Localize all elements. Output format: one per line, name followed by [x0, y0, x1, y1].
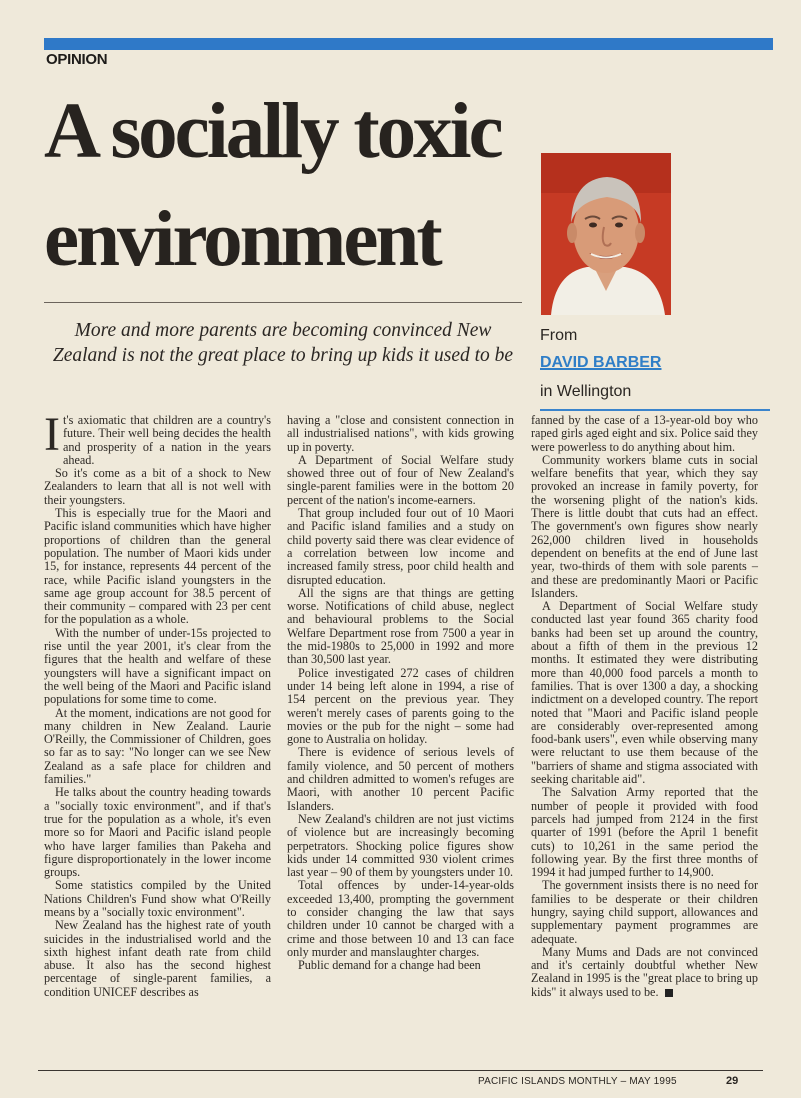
paragraph: Total offences by under-14-year-olds exceeded 13,400, prompting the government to consider changing the law that says children under 10 cannot be charged with a crime and those between 10 and 13 can face only murder and manslaughter charges. — [287, 878, 514, 959]
article-title: A socially toxic environment — [44, 88, 501, 283]
author-name: DAVID BARBER — [540, 354, 662, 371]
paragraph: With the number of under-15s projected to rise until the year 2001, it's clear from the figures that the health and welfare of these youngsters will have a significant impact on the well being of the Maori and Pacific island populations for some time to come. — [44, 625, 271, 707]
paragraph: He talks about the country heading towards a "socially toxic environment", and if that's true for the population as a whole, it's even more so for Maori and Pacific island people who have larger families than Pakeha and figure disproportionately in the lower income groups. — [44, 785, 271, 880]
footer-publication: PACIFIC ISLANDS MONTHLY – MAY 1995 — [478, 1076, 677, 1087]
byline — [540, 324, 770, 404]
paragraph: Police investigated 272 cases of children under 14 being left alone in 1994, a rise of 154 percent on the previous year. They weren't merely cases of parents going to the movies or the pub for the night – some had gone to Australia on holiday. — [287, 665, 514, 747]
paragraph: The Salvation Army reported that the number of people it provided with food parcels had jumped from 2124 in the first quarter of 1991 (before the April 1 benefit cuts) to 10,261 in the same period the following year. By the first three months of 1994 it had jumped further to 14,900. — [531, 785, 758, 880]
paragraph: A Department of Social Welfare study conducted last year found 365 charity food banks had been set up around the country, about a fifth of them in the previous 12 months. It estimated they were distributing more than 40,000 food parcels a month to families. That is over 1300 a day, a shocking indictment on a developed country. The report noted that "Maori and Pacific island people are considerably over-represented among food-bank users", even while observing many were reluctant to use them because of the "barriers of shame and stigma associated with seeking charitable aid". — [531, 599, 758, 787]
author-portrait-icon — [541, 153, 671, 315]
end-mark-icon — [665, 989, 673, 997]
paragraph: fanned by the case of a 13-year-old boy who raped girls aged eight and six. Police said they were powerless to do anything about him. — [531, 413, 758, 454]
paragraph — [531, 946, 758, 999]
byline-divider — [540, 409, 770, 411]
paragraph: So it's come as a bit of a shock to New Zealanders to learn that all is not well with their youngsters. — [44, 466, 271, 507]
paragraph: There is evidence of serious levels of family violence, and 50 percent of mothers and children admitted to women's refuges are Maori, with another 10 percent Pacific Islanders. — [287, 745, 514, 813]
paragraph: A Department of Social Welfare study showed three out of four of New Zealand's single-parent families were in the bottom 20 percent of the nation's income-earners. — [287, 452, 514, 507]
section-label: OPINION — [46, 51, 108, 68]
byline-location: in Wellington — [540, 383, 632, 400]
paragraph: Community workers blame cuts in social welfare benefits that year, which they say provoked an increase in family poverty, for the worsening plight of the nation's kids. There is little doubt that cuts had an effect. The government's own figures show nearly 262,000 children lived in households dependent on benefits at the end of June last year, two-thirds of them with sole parents – and these are predominantly Maori or Pacific Islanders. — [531, 452, 758, 600]
paragraph: The government insists there is no need for families to be desperate or their children hungry, saying child support, allowances and supplementary payment programmes are adequate. — [531, 878, 758, 946]
body-column-2 — [287, 414, 514, 972]
paragraph: having a "close and consistent connection in all industrialised nations", with kids growing up in poverty. — [287, 413, 514, 454]
drop-cap: I — [44, 408, 60, 461]
drop-cap-rest: t's axiomatic that children are a country's future. Their well being decides the health and prosperity of a nation in the years ahead. — [62, 413, 271, 467]
footer-divider — [38, 1070, 763, 1071]
paragraph — [44, 408, 271, 467]
author-photo — [541, 153, 671, 315]
page-number: 29 — [726, 1075, 739, 1087]
paragraph: New Zealand's children are not just victims of violence but are increasingly becoming perpetrators. Shocking police figures show kids under 14 committed 930 violent crimes last year – 90 of them by youngsters under 10. — [287, 811, 514, 880]
article-deck: More and more parents are becoming convinced New Zealand is not the great place to bring up kids it used to be — [52, 320, 514, 366]
paragraph: That group included four out of 10 Maori and Pacific island families and a study on child poverty said there was clear evidence of a correlation between low income and increased family stress, poor child health and disrupted education. — [287, 506, 514, 587]
paragraph: All the signs are that things are getting worse. Notifications of child abuse, neglect and behavioural problems to the Social Welfare Department rose from 7500 a year in the mid-1980s to 25,000 in 1992 and more than 30,500 last year. — [287, 585, 514, 667]
closing-paragraph-text: Many Mums and Dads are not convinced and it's certainly doubtful whether New Zealand in 1995 is the "great place to bring up kids" it always used to be. — [531, 944, 758, 999]
paragraph: At the moment, indications are not good for many children in New Zealand. Laurie O'Reilly, the Commissioner of Children, goes so far as to say: "No longer can we see New Zealand as a safe place for children and families." — [44, 705, 271, 787]
top-color-bar — [44, 38, 773, 50]
body-column-1 — [44, 408, 271, 999]
title-divider — [44, 302, 522, 303]
byline-from: From — [540, 327, 578, 344]
paragraph: This is especially true for the Maori and Pacific island communities which have higher proportions of children than the general population. The number of Maori kids under 15, for instance, represents 44 percent of the race, while Pacific island youngsters in the same age group account for 38.5 percent of their community – compared with 23 per cent for the population as a whole. — [44, 506, 271, 627]
paragraph: Some statistics compiled by the United Nations Children's Fund show what O'Reilly means by a "socially toxic environment". — [44, 878, 271, 919]
paragraph: Public demand for a change had been — [298, 958, 481, 973]
body-column-3 — [531, 414, 758, 999]
paragraph: New Zealand has the highest rate of youth suicides in the industrialised world and the sixth highest infant death rate from child abuse. It also has the second highest percentage of single-parent families, a condition UNICEF describes as — [44, 918, 271, 999]
